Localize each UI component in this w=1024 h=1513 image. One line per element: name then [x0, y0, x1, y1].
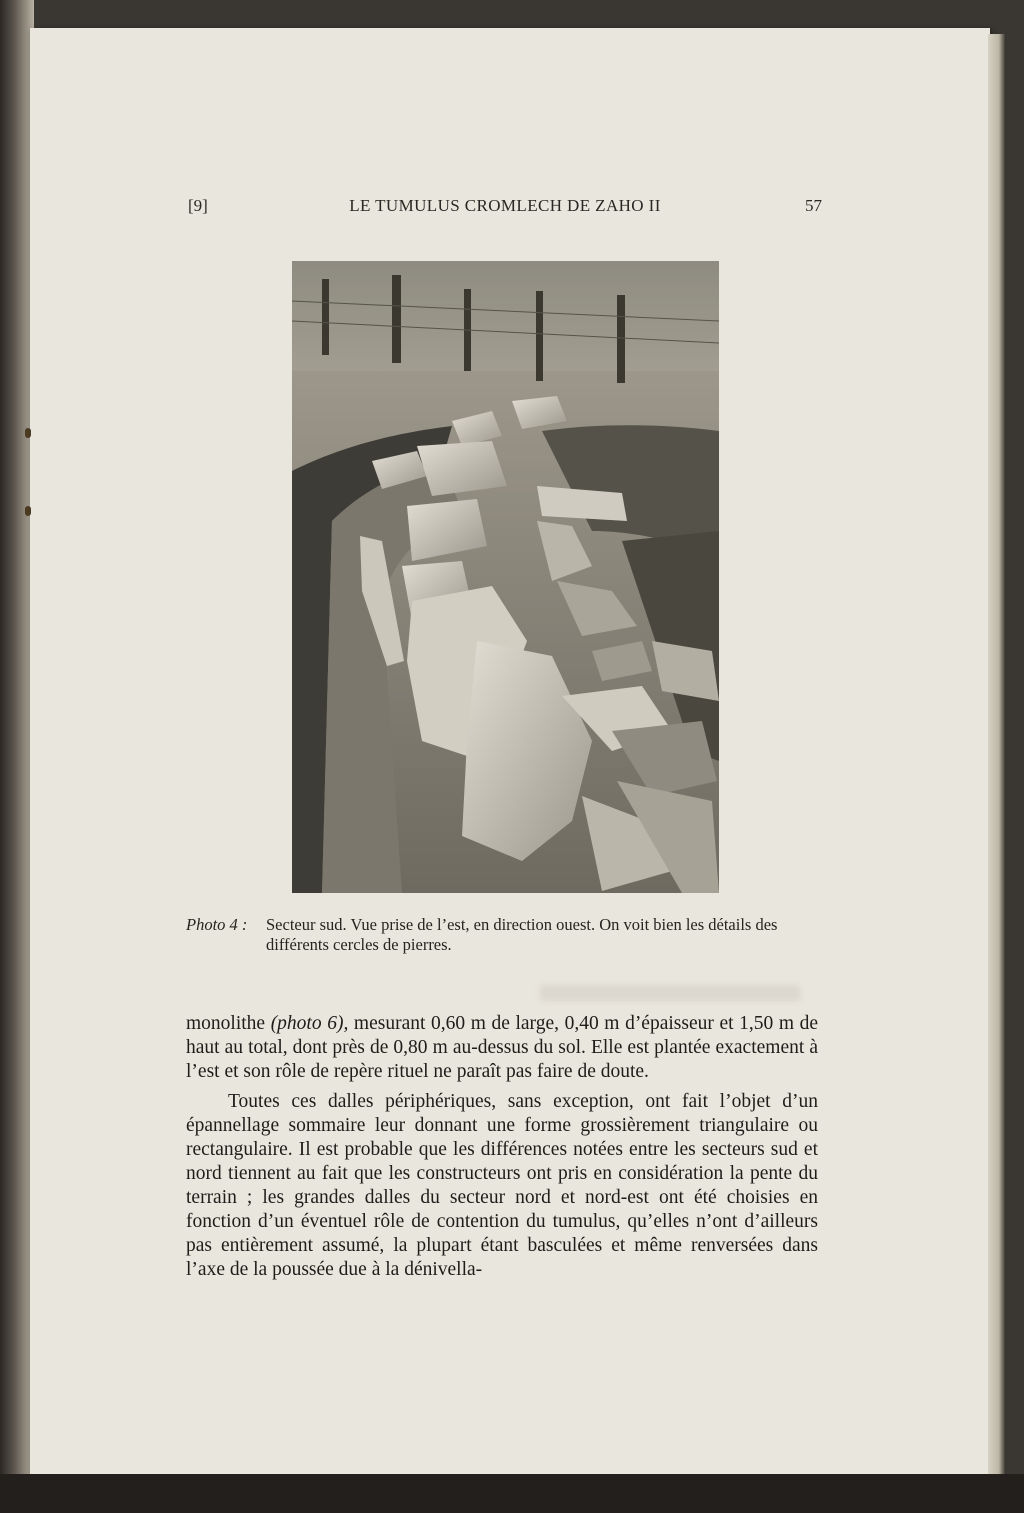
page-stack-edge: [988, 34, 1006, 1474]
stone-slab: [417, 441, 507, 496]
caption-label: Photo 4 :: [186, 915, 248, 934]
paragraph: monolithe (photo 6), mesurant 0,60 m de large, 0,40 m d’épaisseur et 1,50 m de haut au total, dont près de 0,80 m au-dessus du sol. Elle est plantée exactement à l’est et son rôle de repère rituel ne paraît pas faire de doute.: [186, 1013, 819, 1082]
running-header: [188, 196, 822, 220]
scan-binding-shadow: [0, 0, 34, 1513]
fence-post: [536, 291, 543, 381]
binding-staple-mark: [25, 506, 31, 516]
fence-post: [617, 295, 625, 383]
fence-post: [322, 279, 329, 355]
photo-reference: (photo 6),: [270, 1013, 349, 1034]
excavation-photo: [292, 261, 719, 893]
page-number: 57: [805, 196, 822, 215]
fence-post: [392, 275, 401, 363]
running-title: LE TUMULUS CROMLECH DE ZAHO II: [349, 196, 661, 215]
binding-staple-mark: [25, 428, 31, 438]
photo-illustration: [292, 261, 719, 893]
scan-background-bottom: [0, 1474, 1024, 1513]
paragraph: Toutes ces dalles périphériques, sans exception, ont fait l’objet d’un épannellage sommaire leur donnant une forme grossièrement triangulaire ou rectangulaire. Il est probable que les différences notées entre les secteurs sud et nord tiennent au fait que les constructeurs ont pris en considération la pente du terrain ; les grandes dalles du secteur nord et nord-est ont été choisies en fonction d’un éventuel rôle de contention du tumulus, qu’elles n’ont d’ailleurs pas entièrement assumé, la plupart étant basculées et même renversées dans l’axe de la poussée due à la dénivella-: [186, 1091, 818, 1280]
show-through-bleed: [540, 985, 800, 1001]
caption-text: Secteur sud. Vue prise de l’est, en direction ouest. On voit bien les détails des différents cercles de pierres.: [266, 915, 778, 954]
section-number: [9]: [188, 196, 208, 215]
body-text: [186, 1012, 818, 1282]
